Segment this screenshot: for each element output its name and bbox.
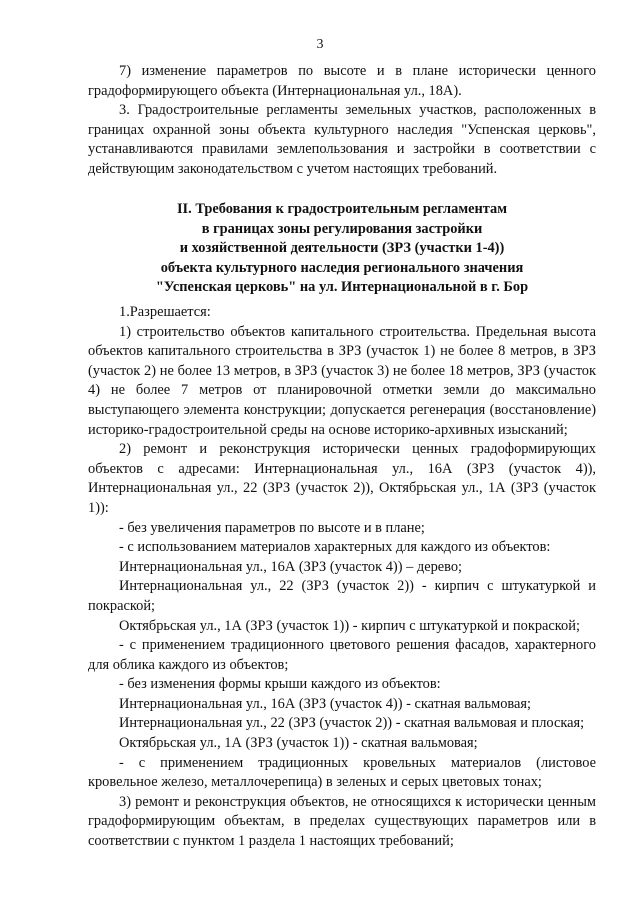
section-body: [88, 303, 596, 852]
paragraph-3: 3. Градостроительные регламенты земельных участков, расположенных в границах охранной зоны объекта культурного наследия "Успенская церковь", устанавливаются правилами землепользования и застройки в соответствии с действующим законодательством с учетом настоящих требований.: [88, 102, 596, 177]
bullet-materials: - с использованием материалов характерных для каждого из объектов:: [119, 539, 551, 556]
paragraph-item-3: 3) ремонт и реконструкция объектов, не относящихся к исторически ценным градоформирующим объектам, в пределах существующих параметров или в соответствии с пунктом 1 раздела 1 настоящих требований;: [88, 793, 596, 850]
material-internatsionalnaya-16a: Интернациональная ул., 16А (ЗРЗ (участок 4)) – дерево;: [119, 558, 463, 575]
heading-line-1: II. Требования к градостроительным регламентам: [176, 201, 508, 217]
paragraph-item-7: 7) изменение параметров по высоте и в плане исторически ценного градоформирующего объекта (Интернациональная ул., 18А).: [88, 63, 596, 99]
intro-block: [88, 62, 596, 180]
material-internatsionalnaya-22: Интернациональная ул., 22 (ЗРЗ (участок 2)) - кирпич с штукатуркой и покраской;: [88, 578, 596, 614]
roof-internatsionalnaya-22: Интернациональная ул., 22 (ЗРЗ (участок 2)) - скатная вальмовая и плоская;: [119, 715, 585, 732]
roof-oktyabrskaya-1a: Октябрьская ул., 1А (ЗРЗ (участок 1)) - скатная вальмовая;: [119, 735, 478, 752]
bullet-roof-shape: - без изменения формы крыши каждого из объектов:: [119, 676, 441, 693]
heading-line-5: "Успенская церковь" на ул. Интернациональной в г. Бор: [155, 279, 529, 296]
bullet-no-increase: - без увеличения параметров по высоте и в плане;: [119, 519, 425, 536]
roof-internatsionalnaya-16a: Интернациональная ул., 16А (ЗРЗ (участок 4)) - скатная вальмовая;: [119, 695, 532, 712]
paragraph-item-2: 2) ремонт и реконструкция исторически ценных градоформирующих объектов с адресами: Интернациональная ул., 16А (ЗРЗ (участок 4)), Интернациональная ул., 22 (ЗРЗ (участок 2)), Октябрьская ул., 1А (ЗРЗ (участок 1)):: [88, 441, 596, 516]
allowed-heading: 1.Разрешается:: [119, 304, 211, 320]
heading-line-2: в границах зоны регулирования застройки: [201, 220, 483, 237]
heading-line-3: и хозяйственной деятельности (ЗРЗ (участки 1-4)): [179, 240, 505, 257]
heading-line-4: объекта культурного наследия регионального значения: [160, 259, 524, 276]
page-number: 3: [316, 37, 324, 52]
paragraph-item-1: 1) строительство объектов капитального строительства. Предельная высота объектов капитального строительства в ЗРЗ (участок 1) не более 8 метров, в ЗРЗ (участок 2) не более 13 метров, в ЗРЗ (участок 3) не более 18 метров, ЗРЗ (участок 4) не более 7 метров от планировочной отметки земли до максимально выступающего элемента конструкции; допускается регенерация (восстановление) историко-градостроительной среды на основе историко-архивных изысканий;: [88, 323, 596, 438]
bullet-roofing-materials: - с применением традиционных кровельных материалов (листовое кровельное железо, металлочерепица) в зеленых и серых цветовых тонах;: [88, 754, 596, 791]
section-heading: [88, 200, 596, 298]
bullet-color-scheme: - с применением традиционного цветового решения фасадов, характерного для облика каждого из объектов;: [88, 637, 596, 673]
material-oktyabrskaya-1a: Октябрьская ул., 1А (ЗРЗ (участок 1)) - кирпич с штукатуркой и покраской;: [119, 617, 580, 634]
